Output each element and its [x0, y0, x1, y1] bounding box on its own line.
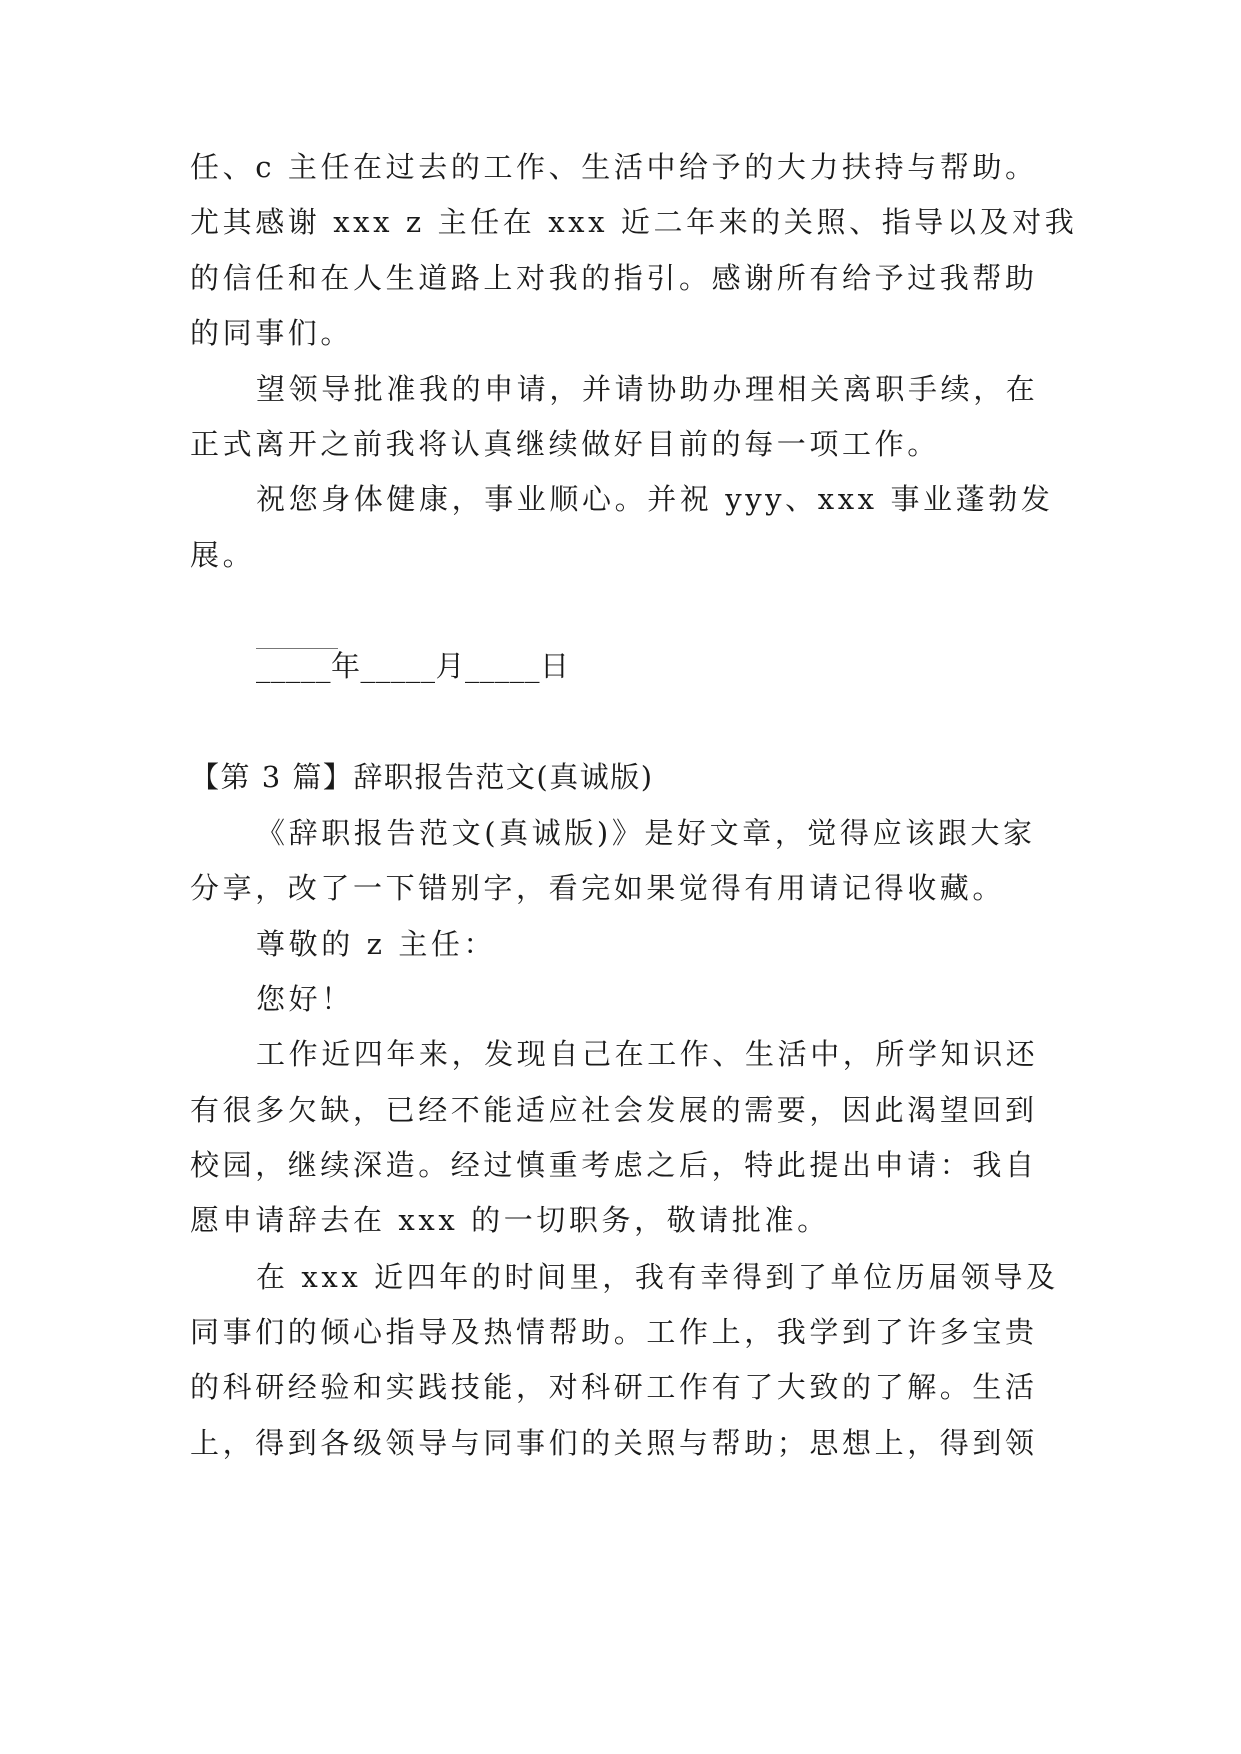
paragraph-line: 展。	[190, 538, 256, 572]
paragraph-line: 的信任和在人生道路上对我的指引。感谢所有给予过我帮助	[190, 261, 1038, 295]
paragraph-line: 的同事们。	[190, 316, 354, 350]
paragraph-line: 正式离开之前我将认真继续做好目前的每一项工作。	[190, 427, 940, 461]
paragraph-line: 的科研经验和实践技能，对科研工作有了大致的了解。生活	[190, 1370, 1038, 1404]
paragraph-line: 在 xxx 近四年的时间里，我有幸得到了单位历届领导及	[256, 1260, 1059, 1294]
date-line: _____年_____月_____日	[256, 649, 570, 683]
paragraph-line: 祝您身体健康，事业顺心。并祝 yyy、xxx 事业蓬勃发	[256, 482, 1054, 516]
greeting: 您好！	[256, 982, 354, 1016]
paragraph-line: 有很多欠缺，已经不能适应社会发展的需要，因此渴望回到	[190, 1093, 1038, 1127]
paragraph-line: 校园，继续深造。经过慎重考虑之后，特此提出申请：我自	[190, 1148, 1038, 1182]
paragraph-line: 望领导批准我的申请，并请协助办理相关离职手续，在	[256, 372, 1039, 406]
paragraph-line: 愿申请辞去在 xxx 的一切职务，敬请批准。	[190, 1203, 830, 1237]
paragraph-line: 上，得到各级领导与同事们的关照与帮助；思想上，得到领	[190, 1426, 1038, 1460]
section-heading: 【第 3 篇】辞职报告范文(真诚版)	[190, 760, 654, 794]
paragraph-line: 工作近四年来，发现自己在工作、生活中，所学知识还	[256, 1037, 1039, 1071]
paragraph-line: 任、c 主任在过去的工作、生活中给予的大力扶持与帮助。	[190, 150, 1038, 184]
salutation: 尊敬的 z 主任：	[256, 927, 497, 961]
paragraph-line: 尤其感谢 xxx z 主任在 xxx 近二年来的关照、指导以及对我	[190, 205, 1078, 239]
paragraph-line: 同事们的倾心指导及热情帮助。工作上，我学到了许多宝贵	[190, 1315, 1038, 1349]
paragraph-line: 分享，改了一下错别字，看完如果觉得有用请记得收藏。	[190, 871, 1006, 905]
paragraph-line: 《辞职报告范文(真诚版)》是好文章，觉得应该跟大家	[256, 816, 1036, 850]
